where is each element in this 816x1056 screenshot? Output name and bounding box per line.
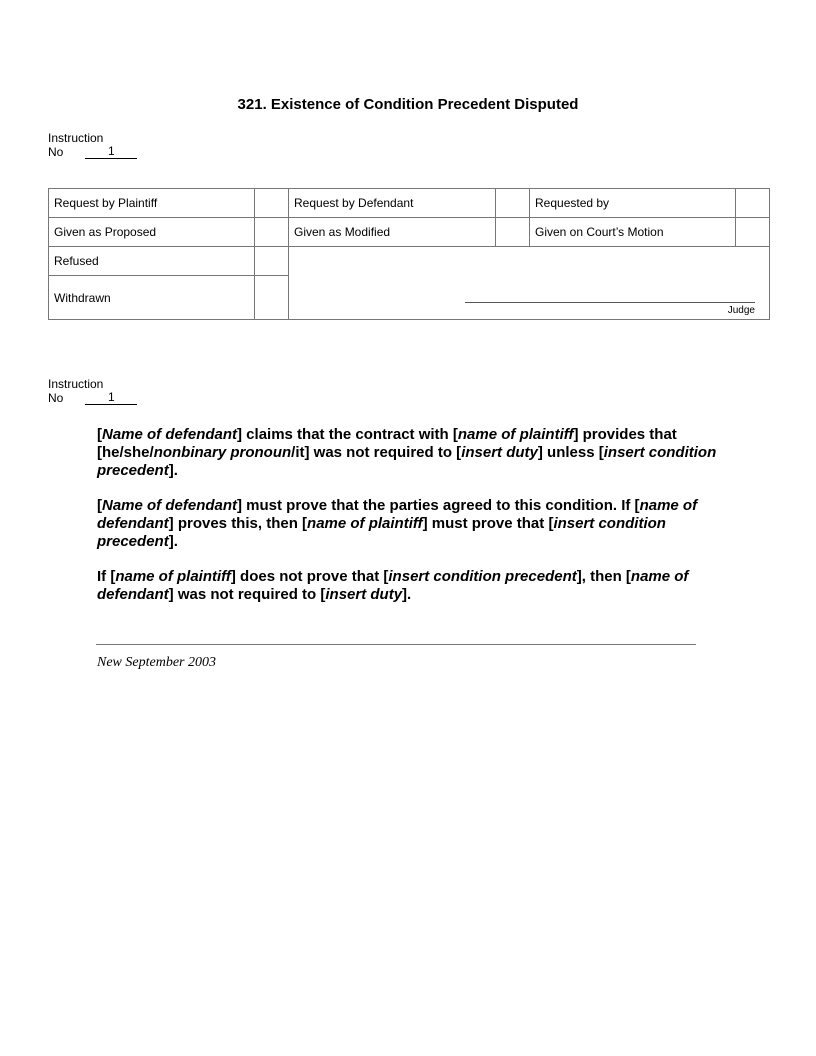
given-as-proposed-label: Given as Proposed [49,218,255,247]
judge-label: Judge [727,305,755,316]
request-by-defendant-checkbox[interactable] [496,189,530,218]
withdrawn-checkbox[interactable] [255,276,289,320]
refused-label: Refused [49,247,255,276]
given-as-modified-checkbox[interactable] [496,218,530,247]
refused-checkbox[interactable] [255,247,289,276]
judge-signature-area [289,247,770,320]
requested-by-checkbox[interactable] [736,189,770,218]
given-on-courts-motion-label: Given on Court’s Motion [530,218,736,247]
instruction-number-field[interactable]: 1 [85,145,137,159]
request-by-plaintiff-label: Request by Plaintiff [49,189,255,218]
request-table [48,188,770,320]
instruction-number-block-bottom [48,377,137,405]
instruction-number-block-top [48,131,137,159]
no-label: No [48,391,64,405]
given-as-proposed-checkbox[interactable] [255,218,289,247]
instruction-number-field[interactable]: 1 [85,391,137,405]
paragraph-claim: [Name of defendant] claims that the contract with [name of plaintiff] provides that [he/she/nonbinary pronoun/it] was not required to [insert duty] unless [insert condition precedent]. [97,426,717,479]
paragraph-conclusion: If [name of plaintiff] does not prove that [insert condition precedent], then [name of defendant] was not required to [insert duty]. [97,568,689,603]
paragraph-burden: [Name of defendant] must prove that the parties agreed to this condition. If [name of defendant] proves this, then [name of plaintiff] must prove that [insert condition precedent]. [97,497,698,550]
page-title: 321. Existence of Condition Precedent Disputed [237,96,579,113]
no-label: No [48,145,64,159]
divider [96,644,696,645]
given-as-modified-label: Given as Modified [289,218,496,247]
given-on-courts-motion-checkbox[interactable] [736,218,770,247]
instruction-label: Instruction [48,131,104,145]
request-by-defendant-label: Request by Defendant [289,189,496,218]
requested-by-label: Requested by [530,189,736,218]
request-by-plaintiff-checkbox[interactable] [255,189,289,218]
judge-signature-line[interactable] [465,302,755,303]
instruction-label: Instruction [48,377,104,391]
withdrawn-label: Withdrawn [49,276,255,320]
revision-note: New September 2003 [97,655,216,670]
instruction-body [97,426,727,621]
